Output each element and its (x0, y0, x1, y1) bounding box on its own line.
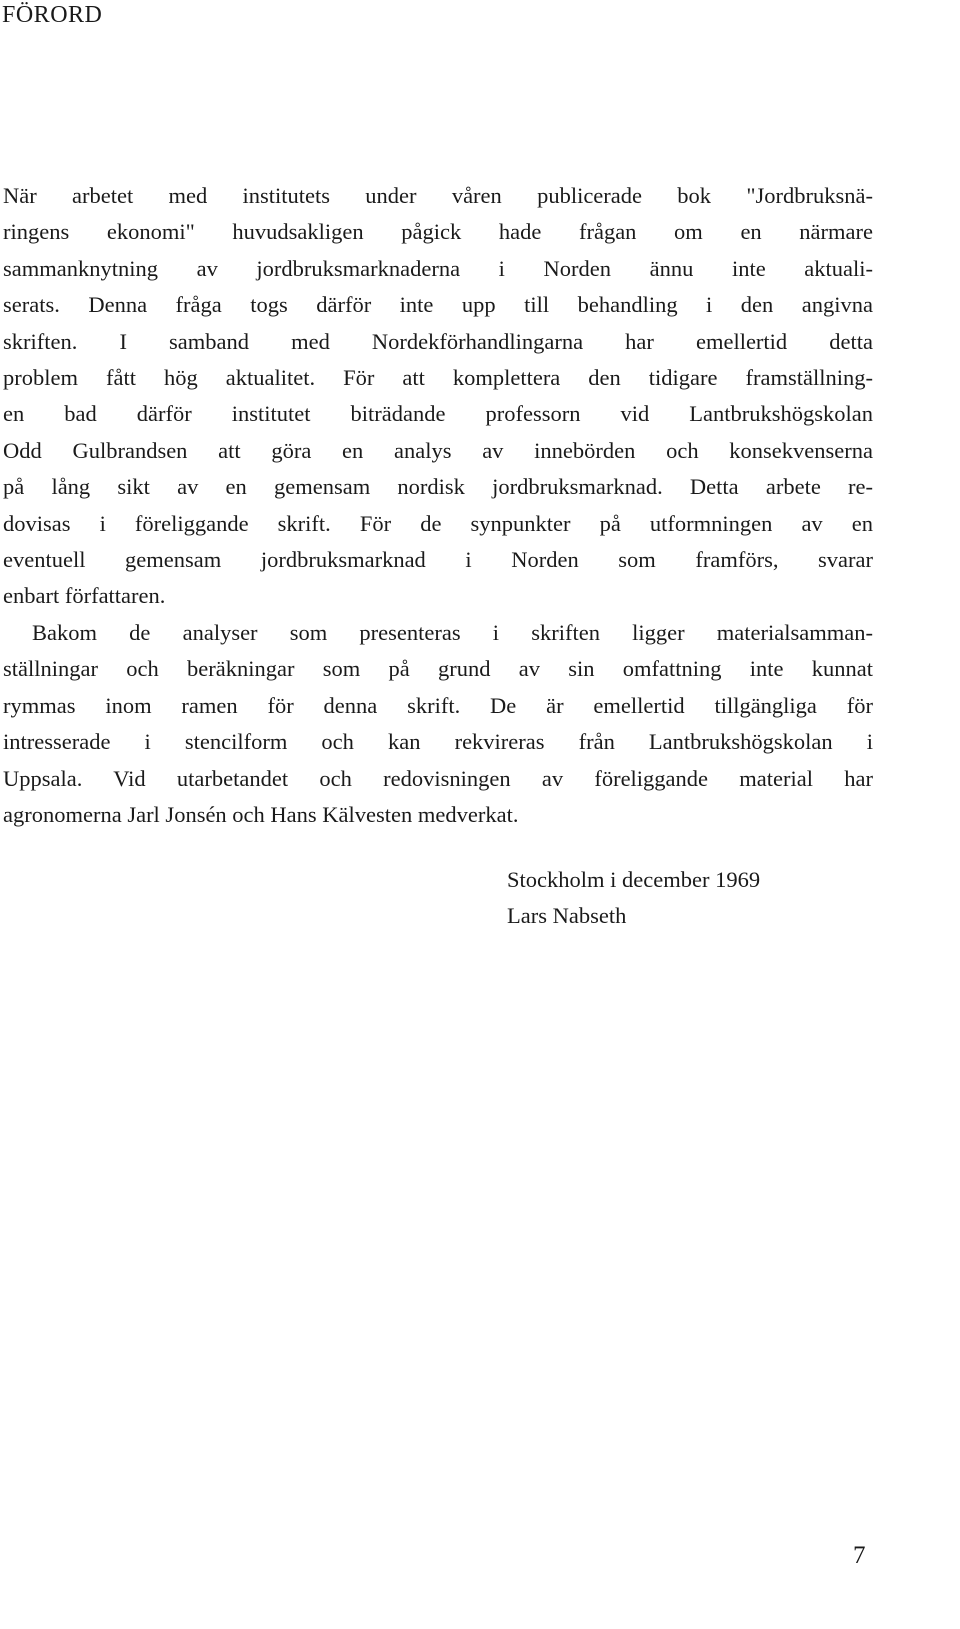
body-text (3, 178, 873, 833)
text-line: dovisas i föreliggande skrift. För de synpunkter på utformningen av en (3, 510, 873, 536)
signature-author: Lars Nabseth (507, 903, 627, 929)
text-line: en bad därför institutet biträdande professorn vid Lantbrukshögskolan (3, 401, 873, 427)
text-line: När arbetet med institutets under våren publicerade bok "Jordbruksnä- (3, 183, 873, 208)
text-line: eventuell gemensam jordbruksmarknad i Norden som framförs, svarar (3, 547, 873, 573)
paragraph-2 (3, 615, 873, 833)
text-line: Bakom de analyser som presenteras i skriften ligger materialsamman- (32, 619, 873, 645)
text-line: på lång sikt av en gemensam nordisk jordbruksmarknad. Detta arbete re- (3, 474, 873, 500)
text-line: rymmas inom ramen för denna skrift. De är emellertid tillgängliga för (3, 692, 873, 718)
text-line: sammanknytning av jordbruksmarknaderna i Norden ännu inte aktuali- (3, 255, 873, 281)
signature-place-date: Stockholm i december 1969 (507, 867, 761, 892)
signature-block (507, 862, 760, 935)
paragraph-1 (3, 178, 873, 615)
text-line: agronomerna Jarl Jonsén och Hans Kälvesten medverkat. (3, 801, 519, 827)
text-line: Uppsala. Vid utarbetandet och redovisningen av föreliggande material har (3, 765, 873, 791)
text-line: serats. Denna fråga togs därför inte upp till behandling i den angivna (3, 292, 873, 318)
text-line: ringens ekonomi" huvudsakligen pågick hade frågan om en närmare (3, 219, 873, 245)
text-line: problem fått hög aktualitet. För att komplettera den tidigare framställning- (3, 365, 873, 391)
text-line: Odd Gulbrandsen att göra en analys av innebörden och konsekvenserna (3, 437, 873, 463)
text-line: ställningar och beräkningar som på grund av sin omfattning inte kunnat (3, 656, 873, 682)
text-line: skriften. I samband med Nordekförhandlingarna har emellertid detta (3, 328, 873, 354)
page-number: 7 (853, 1542, 866, 1569)
text-line: intresserade i stencilform och kan rekvireras från Lantbrukshögskolan i (3, 729, 873, 755)
text-line: enbart författaren. (3, 583, 166, 609)
page-title: FÖRORD (2, 2, 103, 28)
